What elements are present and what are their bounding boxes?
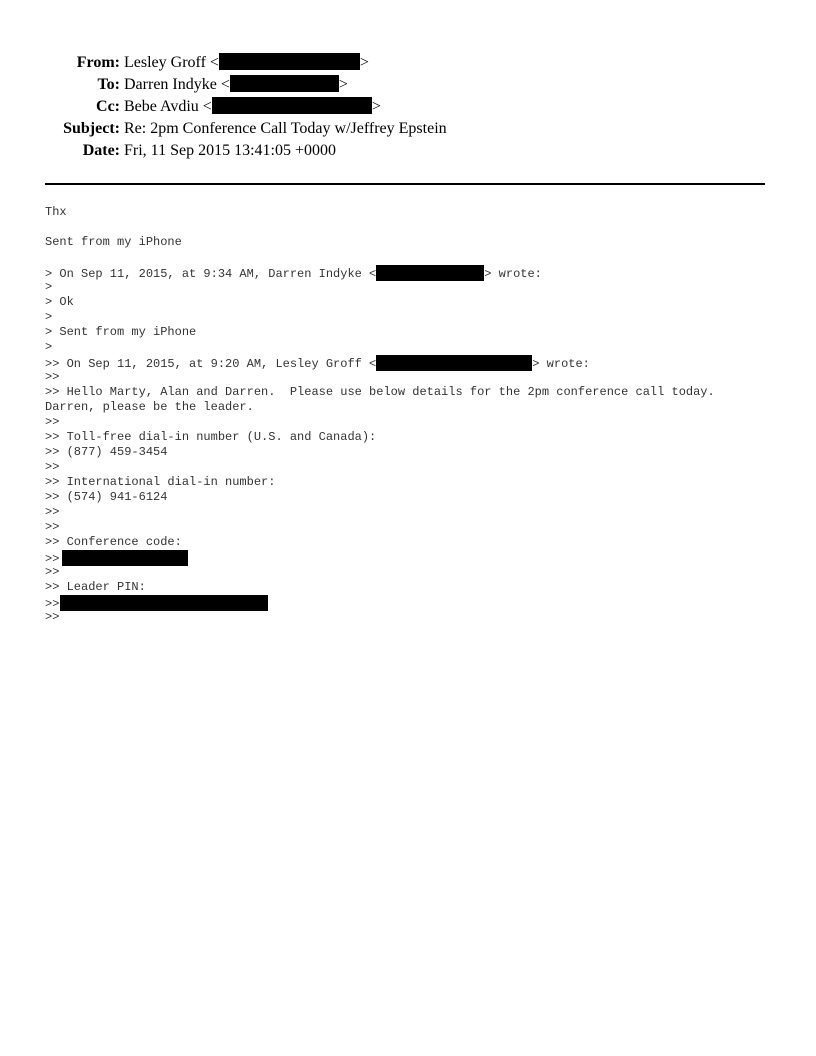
- body-line: Sent from my iPhone: [45, 235, 182, 249]
- to-label: To:: [97, 76, 120, 93]
- cc-label: Cc:: [96, 98, 120, 115]
- from-label: From:: [76, 54, 120, 71]
- quote-header-line: [45, 265, 542, 280]
- quote-header-suffix: > wrote:: [532, 357, 590, 371]
- redaction-box: [62, 550, 188, 566]
- to-close: >: [338, 76, 348, 93]
- subject-row: [0, 118, 700, 140]
- body-line: >> Hello Marty, Alan and Darren. Please use below details for the 2pm conference call today.: [45, 385, 715, 399]
- body-line: >> Leader PIN:: [45, 580, 146, 594]
- body-line: >: [45, 280, 53, 294]
- redaction-box: [60, 595, 268, 611]
- redaction-box: [219, 53, 360, 70]
- body-line: >: [45, 310, 53, 324]
- to-value: [124, 74, 348, 96]
- subject-value: Re: 2pm Conference Call Today w/Jeffrey Epstein: [124, 120, 447, 137]
- to-name: Darren Indyke <: [124, 76, 230, 93]
- body-line: Thx: [45, 205, 67, 219]
- body-line: >> Toll-free dial-in number (U.S. and Canada):: [45, 430, 377, 444]
- quote-header-suffix: > wrote:: [484, 267, 542, 281]
- body-line: > Sent from my iPhone: [45, 325, 197, 339]
- quote-header-line: [45, 355, 590, 370]
- header-divider: [45, 183, 765, 185]
- body-line: >>: [45, 415, 60, 429]
- body-line: >>: [45, 565, 60, 579]
- cc-row: [0, 96, 700, 118]
- redaction-box: [376, 265, 484, 281]
- leader-pin-line: [45, 595, 268, 610]
- to-row: [0, 74, 700, 96]
- body-line: >> (574) 941-6124: [45, 490, 168, 504]
- date-value: Fri, 11 Sep 2015 13:41:05 +0000: [124, 142, 336, 159]
- from-name: Lesley Groff <: [124, 54, 219, 71]
- quote-prefix: >>: [45, 552, 60, 566]
- redaction-box: [230, 75, 339, 92]
- from-close: >: [359, 54, 369, 71]
- body-line: > Ok: [45, 295, 74, 309]
- quote-prefix: >>: [45, 597, 60, 611]
- conference-code-line: [45, 550, 188, 565]
- body-line: >>: [45, 505, 60, 519]
- cc-close: >: [371, 98, 381, 115]
- from-value: [124, 52, 369, 74]
- quote-header-text: >> On Sep 11, 2015, at 9:20 AM, Lesley Groff <: [45, 357, 377, 371]
- from-row: [0, 52, 700, 74]
- cc-name: Bebe Avdiu <: [124, 98, 212, 115]
- body-line: >> (877) 459-3454: [45, 445, 168, 459]
- quote-header-text: > On Sep 11, 2015, at 9:34 AM, Darren Indyke <: [45, 267, 377, 281]
- body-line: >>: [45, 520, 60, 534]
- date-row: [0, 140, 700, 162]
- date-label: Date:: [82, 142, 120, 159]
- cc-value: [124, 96, 381, 118]
- redaction-box: [376, 355, 532, 371]
- body-line: Darren, please be the leader.: [45, 400, 254, 414]
- body-line: >>: [45, 610, 60, 624]
- subject-label: Subject:: [63, 120, 120, 137]
- body-line: >> Conference code:: [45, 535, 182, 549]
- redaction-box: [212, 97, 372, 114]
- body-line: >>: [45, 370, 60, 384]
- body-line: >>: [45, 460, 60, 474]
- body-line: >: [45, 340, 53, 354]
- body-line: >> International dial-in number:: [45, 475, 276, 489]
